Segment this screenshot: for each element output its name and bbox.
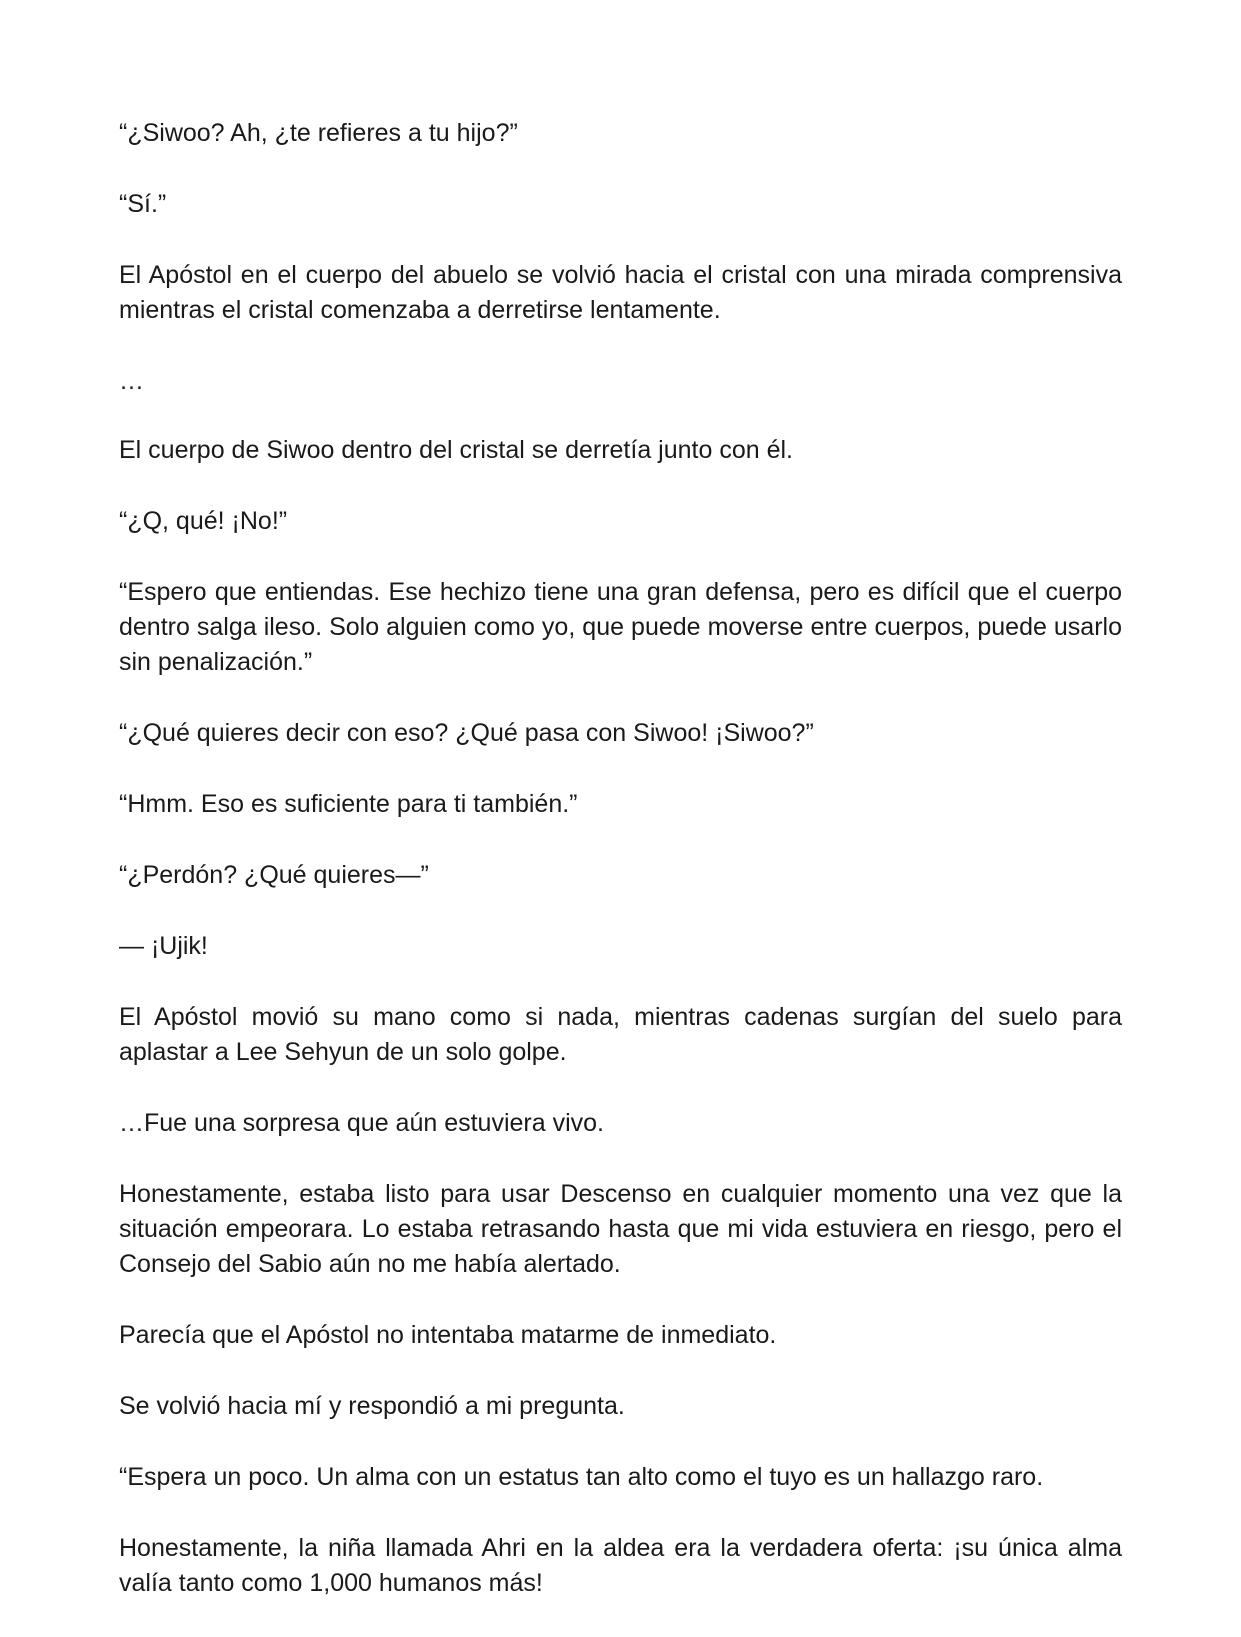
paragraph: Parecía que el Apóstol no intentaba matarme de inmediato. xyxy=(119,1321,777,1349)
paragraph: “Espero que entiendas. Ese hechizo tiene una gran defensa, pero es difícil que el cuerpo dentro salga ileso. Solo alguien como yo, que puede moverse entre cuerpos, puede usarlo sin penalización.” xyxy=(119,578,1122,676)
paragraph: … xyxy=(119,367,144,395)
paragraph: “¿Siwoo? Ah, ¿te refieres a tu hijo?” xyxy=(119,119,518,147)
paragraph: …Fue una sorpresa que aún estuviera vivo. xyxy=(119,1109,604,1137)
paragraph: “Espera un poco. Un alma con un estatus tan alto como el tuyo es un hallazgo raro. xyxy=(119,1463,1044,1491)
paragraph: — ¡Ujik! xyxy=(119,932,208,960)
paragraph: “Hmm. Eso es suficiente para ti también.” xyxy=(119,790,578,818)
paragraph: “¿Perdón? ¿Qué quieres—” xyxy=(119,861,429,889)
paragraph: “¿Q, qué! ¡No!” xyxy=(119,507,288,535)
paragraph: El Apóstol movió su mano como si nada, mientras cadenas surgían del suelo para aplastar a Lee Sehyun de un solo golpe. xyxy=(119,1003,1122,1066)
text-body xyxy=(119,116,1122,1637)
paragraph: Se volvió hacia mí y respondió a mi pregunta. xyxy=(119,1392,625,1420)
paragraph: El cuerpo de Siwoo dentro del cristal se derretía junto con él. xyxy=(119,436,793,464)
paragraph: Honestamente, estaba listo para usar Descenso en cualquier momento una vez que la situación empeorara. Lo estaba retrasando hasta que mi vida estuviera en riesgo, pero el Consejo del Sabio aún no me había alertado. xyxy=(119,1180,1122,1278)
paragraph: Honestamente, la niña llamada Ahri en la aldea era la verdadera oferta: ¡su única alma valía tanto como 1,000 humanos más! xyxy=(119,1534,1122,1597)
paragraph: “Sí.” xyxy=(119,190,167,218)
paragraph: El Apóstol en el cuerpo del abuelo se volvió hacia el cristal con una mirada comprensiva mientras el cristal comenzaba a derretirse lentamente. xyxy=(119,261,1122,324)
paragraph: “¿Qué quieres decir con eso? ¿Qué pasa con Siwoo! ¡Siwoo?” xyxy=(119,719,814,747)
